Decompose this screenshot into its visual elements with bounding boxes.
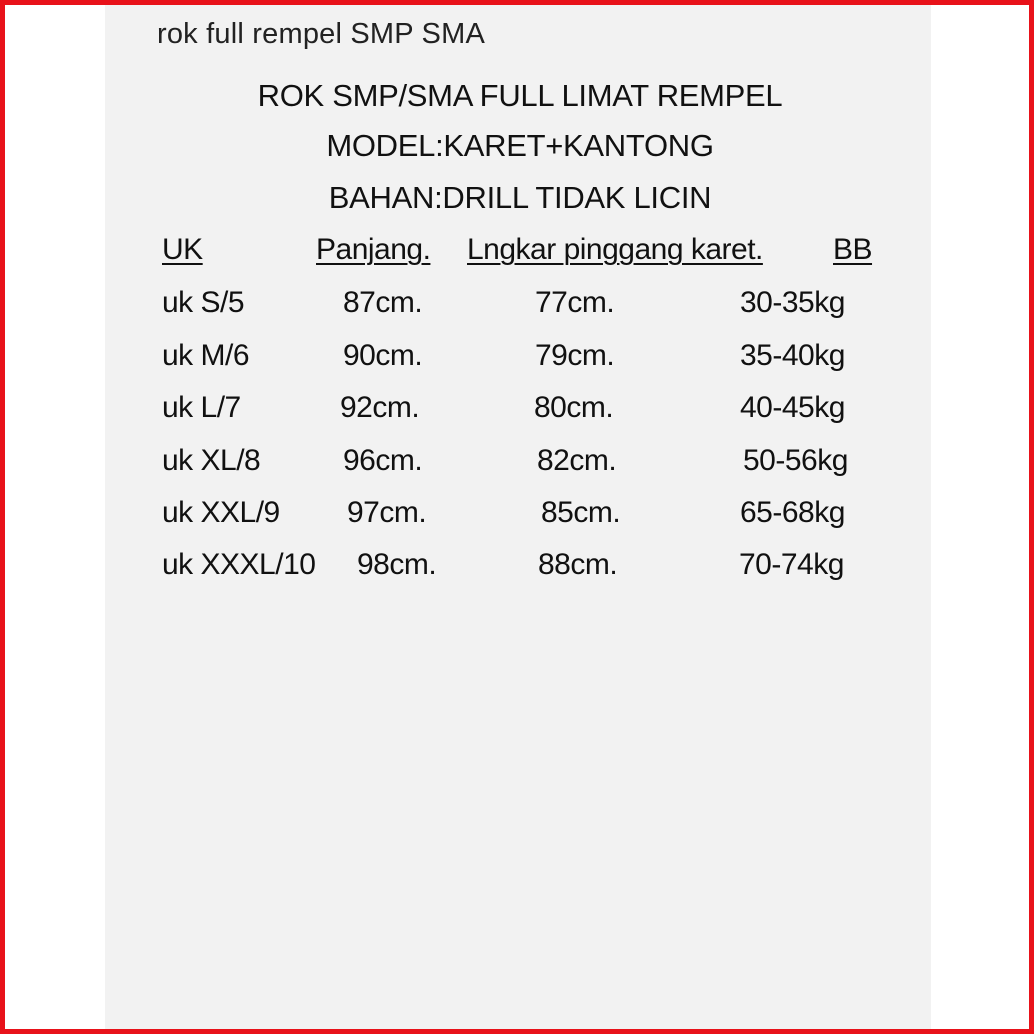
cell-lingkar: 88cm. — [538, 548, 618, 581]
header-panjang: Panjang. — [316, 233, 431, 266]
cell-lingkar: 82cm. — [537, 444, 617, 477]
cell-panjang: 98cm. — [357, 548, 437, 581]
cell-uk: uk XXXL/10 — [162, 548, 316, 581]
cell-uk: uk XXL/9 — [162, 496, 280, 529]
header-lingkar: Lngkar pinggang karet. — [467, 233, 763, 266]
headline-model: MODEL:KARET+KANTONG — [326, 128, 714, 163]
cell-panjang: 90cm. — [343, 339, 423, 372]
cell-panjang: 96cm. — [343, 444, 423, 477]
cell-lingkar: 85cm. — [541, 496, 621, 529]
cell-panjang: 97cm. — [347, 496, 427, 529]
cell-bb: 30-35kg — [740, 286, 845, 319]
cell-bb: 35-40kg — [740, 339, 845, 372]
cell-uk: uk M/6 — [162, 339, 250, 372]
cell-panjang: 87cm. — [343, 286, 423, 319]
headline-material: BAHAN:DRILL TIDAK LICIN — [328, 180, 712, 215]
cell-bb: 65-68kg — [740, 496, 845, 529]
cell-uk: uk L/7 — [162, 391, 241, 424]
cell-lingkar: 77cm. — [535, 286, 615, 319]
caption-text: rok full rempel SMP SMA — [157, 18, 485, 50]
cell-lingkar: 79cm. — [535, 339, 615, 372]
headline-product: ROK SMP/SMA FULL LIMAT REMPEL — [257, 78, 783, 113]
cell-bb: 70-74kg — [739, 548, 844, 581]
cell-lingkar: 80cm. — [534, 391, 614, 424]
cell-bb: 50-56kg — [743, 444, 848, 477]
cell-panjang: 92cm. — [340, 391, 420, 424]
cell-uk: uk XL/8 — [162, 444, 261, 477]
cell-bb: 40-45kg — [740, 391, 845, 424]
header-uk: UK — [162, 233, 203, 266]
cell-uk: uk S/5 — [162, 286, 245, 319]
header-bb: BB — [833, 233, 873, 266]
